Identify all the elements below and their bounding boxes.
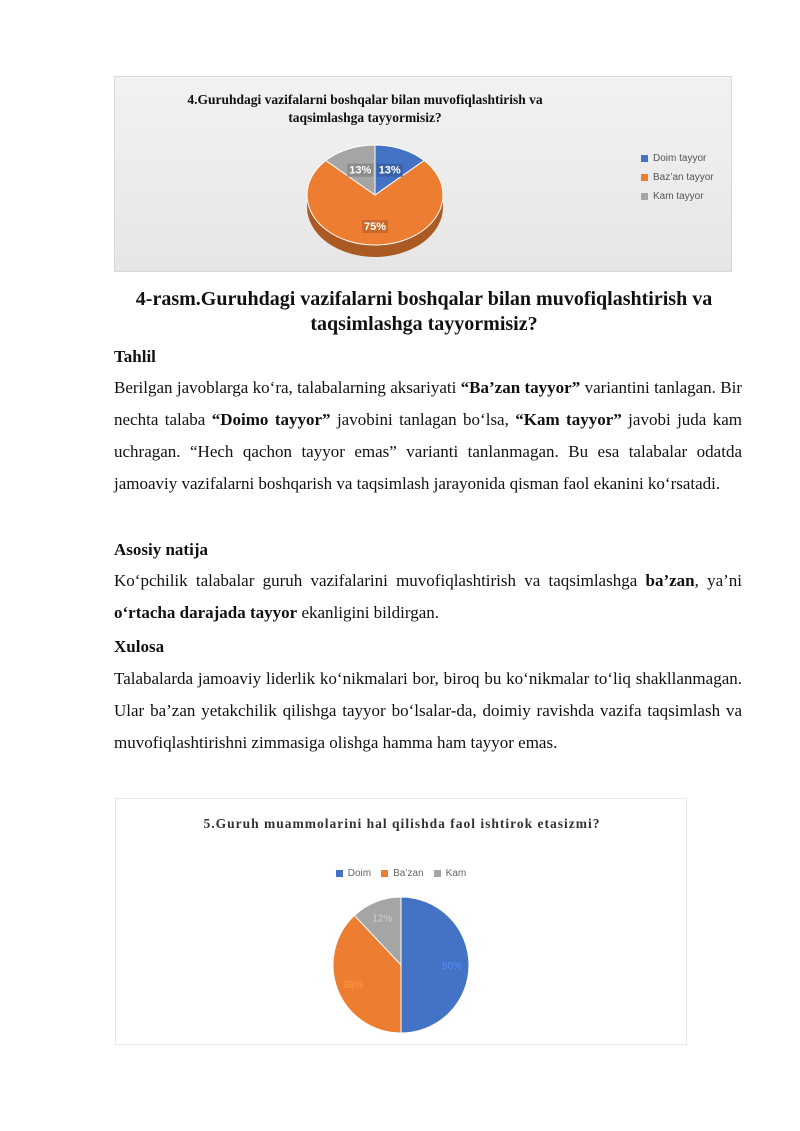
legend-item: [641, 187, 725, 206]
legend-item: [641, 168, 725, 187]
figure-caption: 4-rasm.Guruhdagi vazifalarni boshqalar bilan muvofiqlashtirish va taqsimlashga tayyormisiz?: [135, 288, 713, 335]
data-label: 50%: [441, 961, 463, 972]
data-label: 12%: [372, 913, 393, 925]
chart-title: 5.Guruh muammolarini hal qilishda faol ishtirok etasizmi?: [203, 816, 601, 831]
legend-item: [641, 149, 725, 168]
section-heading-asosiy-natija: Asosiy natija: [114, 540, 208, 559]
paragraph-xulosa: Talabalarda jamoaviy liderlik ko‘nikmalari bor, biroq bu ko‘nikmalar to‘liq shakllanmagan. Ular ba’zan yetakchilik qilishga tayyor bo‘lsalar-da, doimiy ravishda vazifa taqsimlash va muvofiqlashtirishni zimmasiga olishga hamma ham tayyor emas.: [114, 669, 742, 752]
bold-run: “Doimo tayyor”: [211, 410, 331, 429]
paragraph-asosiy-natija: [114, 565, 742, 629]
legend-swatch: [641, 174, 648, 181]
bold-run: ba’zan: [645, 571, 695, 590]
data-label: 13%: [349, 164, 372, 177]
section-heading-tahlil: Tahlil: [114, 347, 156, 366]
text-run: Ko‘pchilik talabalar guruh vazifalarini muvofiqlashtirish va taqsimlashga: [114, 571, 646, 590]
section-heading-xulosa: Xulosa: [114, 637, 165, 656]
legend-swatch: [641, 193, 648, 200]
legend-swatch: [641, 155, 648, 162]
pie-chart-5: [116, 799, 686, 1044]
chart-title: 4.Guruhdagi vazifalarni boshqalar bilan muvofiqlashtirish va taqsimlashga tayyormisiz?: [187, 92, 543, 125]
bold-run: “Ba’zan tayyor”: [460, 378, 581, 397]
text-run: javobini tanlagan bo‘lsa,: [330, 410, 516, 429]
bold-run: “Kam tayyor”: [515, 410, 622, 429]
legend-label: Doim tayyor: [653, 153, 707, 164]
data-label: 13%: [378, 164, 401, 177]
paragraph-tahlil: [114, 372, 742, 500]
text-run: variantini tanlagan. Bir nechta talaba: [114, 378, 742, 429]
chart-legend: [641, 149, 725, 206]
data-label: 38%: [343, 979, 364, 991]
legend-label: Kam: [445, 867, 467, 879]
text-run: ekanligini bildirgan.: [297, 603, 440, 622]
legend-label: Kam tayyor: [653, 191, 704, 202]
text-run: , ya’ni: [694, 571, 743, 590]
legend-label: Baz’an tayyor: [653, 172, 714, 183]
text-run: javobi juda kam uchragan. “Hech qachon tayyor emas” varianti tanlanmagan. Bu esa talabalar odatda jamoaviy vazifalarni boshqarish va taqsimlash jarayonida qisman faol ekanini ko‘rsatadi.: [114, 410, 743, 493]
legend-label: Ba’zan: [393, 867, 424, 879]
data-label: 75%: [363, 221, 387, 233]
legend-label: Doim: [347, 867, 372, 879]
text-run: Berilgan javoblarga ko‘ra, talabalarning aksariyati: [114, 378, 461, 397]
bold-run: o‘rtacha darajada tayyor: [114, 603, 298, 622]
chart-5-problem-solving: [115, 798, 687, 1045]
chart-4-coordination-readiness: [114, 76, 732, 272]
